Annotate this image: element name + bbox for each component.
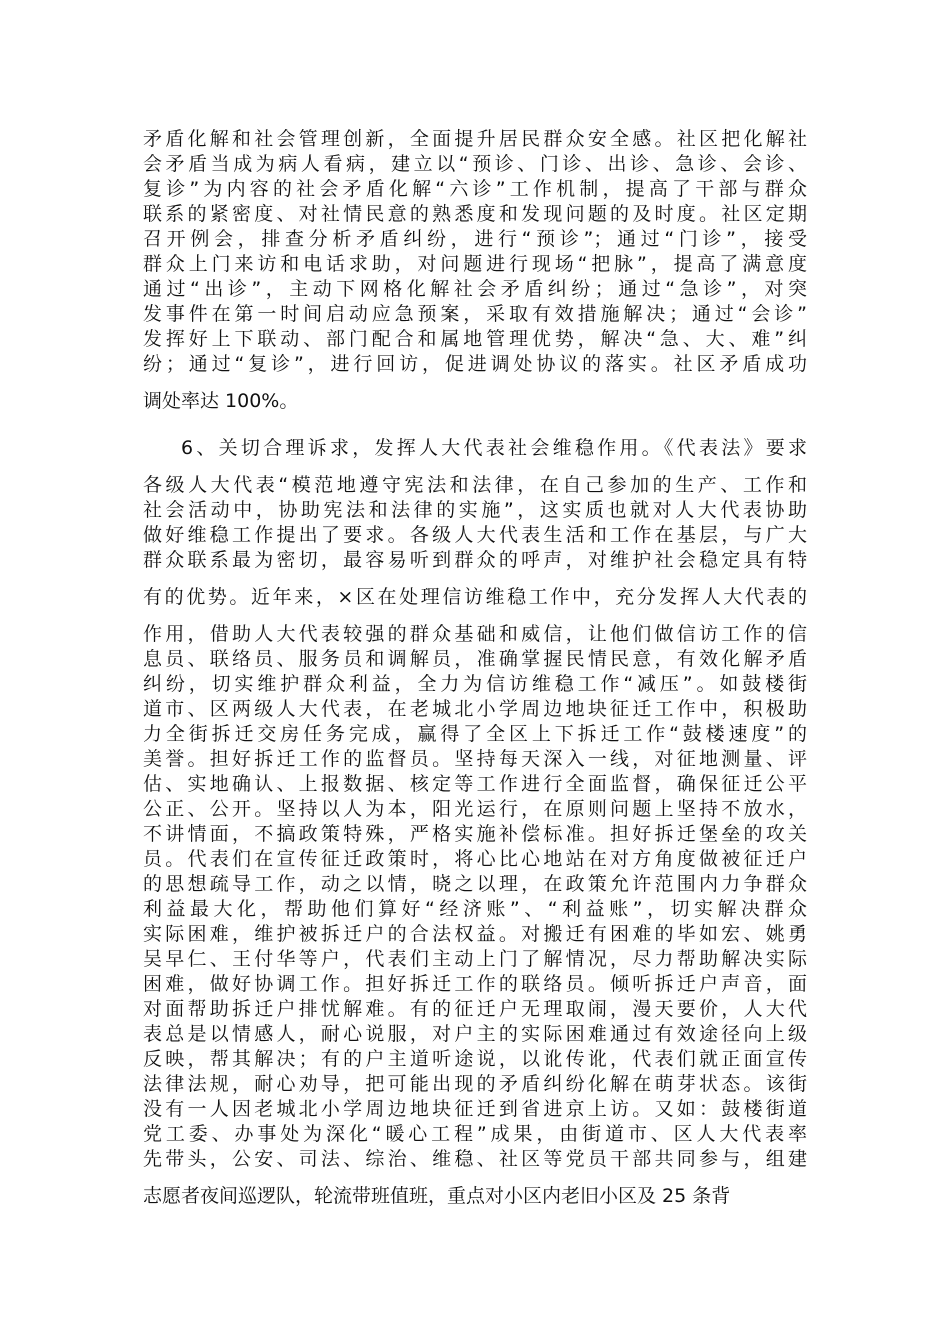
text-line: 联系的紧密度、对社情民意的熟悉度和发现问题的及时度。社区定期 — [143, 203, 807, 225]
text-line: 各级人大代表“模范地遵守宪法和法律，在自己参加的生产、工作和 — [143, 474, 807, 496]
text-line: 作用，借助人大代表较强的群众基础和威信，让他们做信访工作的信 — [143, 623, 807, 645]
text-line: 群众联系最为密切，最容易听到群众的呼声，对维护社会稳定具有特 — [143, 549, 807, 571]
text-line: 道市、区两级人大代表，在老城北小学周边地块征迁工作中，积极助 — [143, 698, 807, 720]
text-line: 会矛盾当成为病人看病，建立以“预诊、门诊、出诊、急诊、会诊、 — [143, 153, 807, 175]
text-line: 对面帮助拆迁户排忧解难。有的征迁户无理取闹，漫天要价，人大代 — [143, 998, 807, 1020]
text-line: 召开例会，排查分析矛盾纠纷，进行“预诊”；通过“门诊”，接受 — [143, 228, 807, 250]
text-line: 6、关切合理诉求，发挥人大代表社会维稳作用。《代表法》要求 — [181, 437, 807, 459]
text-line: 的思想疏导工作，动之以情，晓之以理，在政策允许范围内力争群众 — [143, 873, 807, 895]
text-line: 利益最大化，帮助他们算好“经济账”、“利益账”，切实解决群众 — [143, 898, 807, 920]
text-line: 实际困难，维护被拆迁户的合法权益。对搬迁有困难的毕如宏、姚勇 — [143, 923, 807, 945]
text-line: 反映，帮其解决；有的户主道听途说，以讹传讹，代表们就正面宣传 — [143, 1048, 807, 1070]
text-line: 吴早仁、王付华等户，代表们主动上门了解情况，尽力帮助解决实际 — [143, 948, 807, 970]
text-line: 法律法规，耐心劝导，把可能出现的矛盾纠纷化解在萌芽状态。该街 — [143, 1073, 807, 1095]
text-line: 估、实地确认、上报数据、核定等工作进行全面监督，确保征迁公平 — [143, 773, 807, 795]
text-line: 表总是以情感人，耐心说服，对户主的实际困难通过有效途径向上级 — [143, 1023, 807, 1045]
text-line: 纠纷，切实维护群众利益，全力为信访维稳工作“减压”。如鼓楼街 — [143, 673, 807, 695]
text-line: 调处率达 100%。 — [143, 390, 299, 412]
text-line: 不讲情面，不搞政策特殊，严格实施补偿标准。担好拆迁堡垒的攻关 — [143, 823, 807, 845]
text-line: 矛盾化解和社会管理创新，全面提升居民群众安全感。社区把化解社 — [143, 128, 807, 150]
text-line: 公正、公开。坚持以人为本，阳光运行，在原则问题上坚持不放水， — [143, 798, 807, 820]
text-line: 没有一人因老城北小学周边地块征迁到省进京上访。又如：鼓楼街道 — [143, 1098, 807, 1120]
text-line: 息员、联络员、服务员和调解员，准确掌握民情民意，有效化解矛盾 — [143, 648, 807, 670]
text-line: 发挥好上下联动、部门配合和属地管理优势，解决“急、大、难”纠 — [143, 328, 807, 350]
text-line: 先带头，公安、司法、综治、维稳、社区等党员干部共同参与，组建 — [143, 1148, 807, 1170]
text-line: 纷；通过“复诊”，进行回访，促进调处协议的落实。社区矛盾成功 — [143, 353, 807, 375]
text-line: 发事件在第一时间启动应急预案，采取有效措施解决；通过“会诊” — [143, 303, 807, 325]
text-line: 做好维稳工作提出了要求。各级人大代表生活和工作在基层，与广大 — [143, 524, 807, 546]
text-line: 党工委、办事处为深化“暖心工程”成果，由街道市、区人大代表率 — [143, 1123, 807, 1145]
text-line: 志愿者夜间巡逻队，轮流带班值班，重点对小区内老旧小区及 25 条背 — [143, 1185, 731, 1207]
text-line: 有的优势。近年来，×区在处理信访维稳工作中，充分发挥人大代表的 — [143, 586, 807, 608]
text-line: 社会活动中，协助宪法和法律的实施”，这实质也就对人大代表协助 — [143, 499, 807, 521]
text-line: 通过“出诊”，主动下网格化解社会矛盾纠纷；通过“急诊”，对突 — [143, 278, 807, 300]
text-line: 群众上门来访和电话求助，对问题进行现场“把脉”，提高了满意度 — [143, 253, 807, 275]
text-line: 员。代表们在宣传征迁政策时，将心比心地站在对方角度做被征迁户 — [143, 848, 807, 870]
text-line: 复诊”为内容的社会矛盾化解“六诊”工作机制，提高了干部与群众 — [143, 178, 807, 200]
text-line: 力全街拆迁交房任务完成，赢得了全区上下拆迁工作“鼓楼速度”的 — [143, 723, 807, 745]
text-line: 美誉。担好拆迁工作的监督员。坚持每天深入一线，对征地测量、评 — [143, 748, 807, 770]
text-line: 困难，做好协调工作。担好拆迁工作的联络员。倾听拆迁户声音，面 — [143, 973, 807, 995]
